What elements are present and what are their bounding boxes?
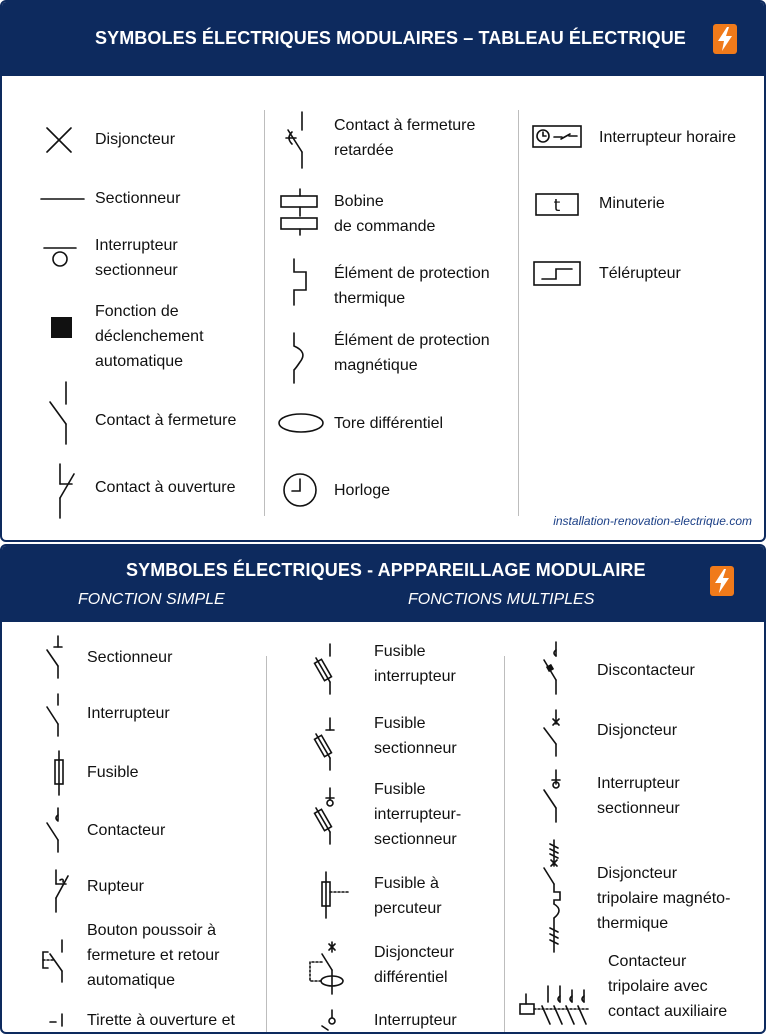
- panel-header: [2, 546, 764, 622]
- filled-square-icon: [50, 316, 74, 340]
- symbol-label: Interrupteur: [87, 705, 170, 722]
- symbol-label: Horloge: [334, 482, 391, 499]
- residual-current-switch-icon: [312, 1008, 348, 1034]
- residual-current-breaker-icon: [306, 940, 350, 996]
- symbol-label: Disjoncteur tripolaire magnéto- thermique: [597, 865, 731, 932]
- magnetic-protection-icon: [286, 332, 312, 384]
- symbol-label: Discontacteur: [597, 662, 695, 679]
- column-divider: [266, 656, 267, 1034]
- symbol-label: Bobine de commande: [334, 193, 436, 235]
- symbol-label: Rupteur: [87, 878, 144, 895]
- symbol-label: Contacteur tripolaire avec contact auxiliaire: [608, 953, 728, 1020]
- panel-header: [2, 2, 764, 76]
- fuse-switch-icon: [308, 642, 340, 696]
- modular-equipment-panel: [0, 544, 766, 1034]
- panel-title: SYMBOLES ÉLECTRIQUES MODULAIRES – TABLEAU ÉLECTRIQUE: [95, 28, 686, 48]
- symbol-label: Disjoncteur: [95, 131, 176, 148]
- symbol-label: Élément de protection thermique: [334, 265, 490, 307]
- symbol-label: Contact à ouverture: [95, 479, 236, 496]
- symbol-label: Fusible: [87, 764, 139, 781]
- subtitle-single-function: FONCTION SIMPLE: [78, 591, 225, 608]
- timer-icon: [534, 192, 582, 218]
- control-coil-icon: [278, 188, 322, 236]
- symbol-label: Disjoncteur: [597, 722, 678, 739]
- push-button-icon: [40, 938, 72, 984]
- symbol-label: Sectionneur: [87, 649, 173, 666]
- switch-disconnector-icon: [42, 240, 78, 272]
- pull-switch-icon: [42, 1012, 72, 1034]
- line-icon: [40, 192, 86, 206]
- symbol-label: Fonction de déclenchement automatique: [95, 303, 204, 370]
- symbol-label: Interrupteur sectionneur: [597, 775, 680, 817]
- symbol-label: Fusible sectionneur: [374, 715, 457, 757]
- disconnector-icon: [42, 634, 70, 680]
- column-divider: [504, 656, 505, 1034]
- opening-contact-icon: [46, 462, 82, 520]
- symbol-label: Bouton poussoir à fermeture et retour automatique: [87, 922, 220, 989]
- delayed-closing-contact-icon: [282, 110, 312, 170]
- circuit-breaker-icon: [538, 708, 568, 758]
- symbol-label: Tore différentiel: [334, 415, 444, 432]
- symbol-label: Élément de protection magnétique: [334, 332, 490, 374]
- switch-disconnector-icon: [538, 768, 568, 824]
- three-pole-thermal-magnetic-breaker-icon: [538, 838, 572, 956]
- contactor-breaker-icon: [538, 640, 568, 696]
- symbol-label: Contact à fermeture retardée: [334, 117, 476, 159]
- breaker-icon: [46, 868, 74, 914]
- website-credit[interactable]: installation-renovation-electrique.com: [553, 514, 752, 528]
- lightning-logo-icon: [713, 24, 737, 54]
- symbol-label: Télérupteur: [599, 265, 681, 282]
- symbol-label: Fusible interrupteur- sectionneur: [374, 781, 462, 848]
- symbol-label: Interrupteur horaire: [599, 129, 736, 146]
- thermal-protection-icon: [286, 258, 312, 306]
- symbol-label: Interrupteur: [374, 1012, 457, 1029]
- contactor-icon: [42, 806, 70, 854]
- switch-icon: [42, 692, 70, 738]
- column-divider: [264, 110, 265, 516]
- lightning-logo-icon: [710, 566, 734, 596]
- symbol-label: Tirette à ouverture et: [87, 1012, 235, 1029]
- three-pole-contactor-icon: [516, 984, 596, 1034]
- fuse-disconnector-icon: [308, 716, 340, 772]
- symbol-label: Minuterie: [599, 195, 665, 212]
- fuse-icon: [46, 750, 72, 796]
- impulse-relay-icon: [532, 260, 584, 288]
- symbol-label: Fusible interrupteur: [374, 643, 456, 685]
- symbol-label: Sectionneur: [95, 190, 181, 207]
- cross-icon: [42, 124, 76, 156]
- svg-text:t: t: [553, 196, 561, 216]
- panel-title: SYMBOLES ÉLECTRIQUES - APPPAREILLAGE MODULAIRE: [126, 560, 646, 580]
- fuse-switch-disconnector-icon: [308, 786, 340, 846]
- ellipse-icon: [276, 410, 328, 436]
- symbol-label: Contacteur: [87, 822, 166, 839]
- symbol-label: Contact à fermeture: [95, 412, 237, 429]
- clock-icon: [282, 472, 320, 510]
- symbol-label: Disjoncteur différentiel: [374, 944, 455, 986]
- subtitle-multiple-functions: FONCTIONS MULTIPLES: [408, 591, 595, 608]
- striker-fuse-icon: [314, 870, 354, 920]
- closing-contact-icon: [42, 380, 78, 446]
- symbol-label: Interrupteur sectionneur: [95, 237, 178, 279]
- time-switch-icon: [532, 124, 584, 150]
- symbol-label: Fusible à percuteur: [374, 875, 442, 917]
- column-divider: [518, 110, 519, 516]
